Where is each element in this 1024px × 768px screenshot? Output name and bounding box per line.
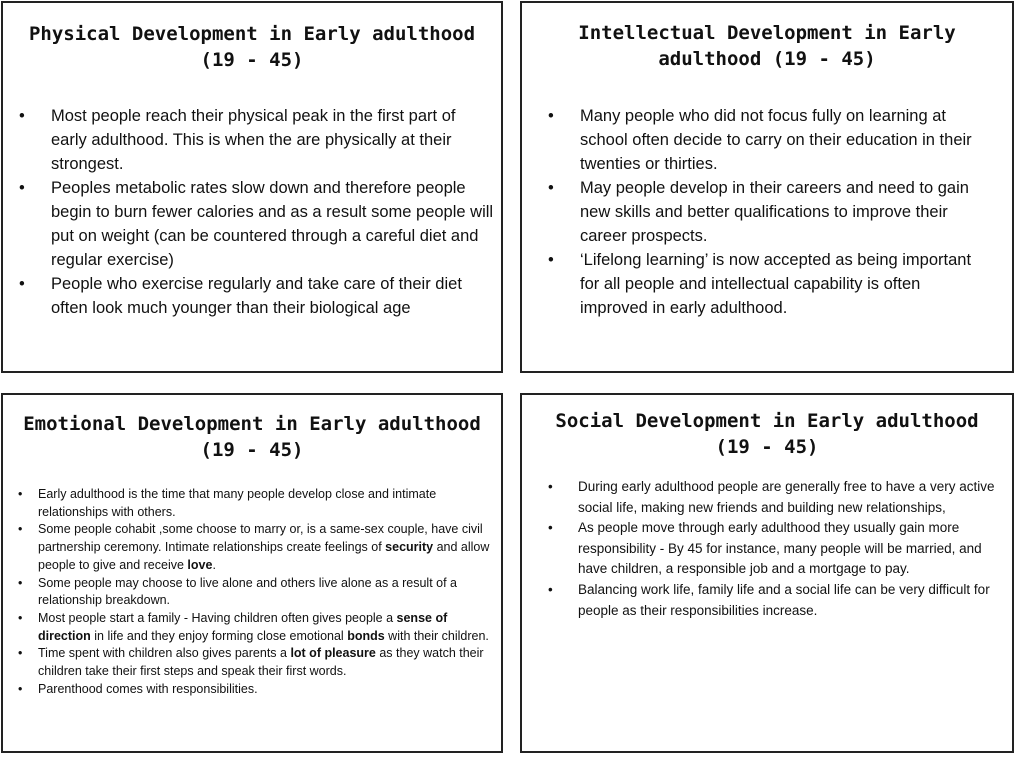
list-item: • Time spent with children also gives parents a lot of pleasure as they watch their children take their first steps and speak their first words.: [38, 645, 491, 680]
bullet-list: [578, 477, 998, 621]
emphasis-text: love: [187, 557, 213, 572]
card-title: Physical Development in Early adulthood (19 - 45): [28, 23, 476, 71]
intellectual-development-card: [520, 1, 1014, 373]
list-item: • Many people who did not focus fully on learning at school often decide to carry on their education in their twenties or thirties.: [580, 104, 992, 176]
list-item: • Peoples metabolic rates slow down and therefore people begin to burn fewer calories and as a result some people will put on weight (can be countered through a careful diet and regular exercise): [51, 176, 495, 272]
bullet-list: [38, 486, 491, 698]
list-item: • People who exercise regularly and take care of their diet often look much younger than their biological age: [51, 272, 495, 320]
bullet-list: [51, 104, 495, 320]
card-title: Emotional Development in Early adulthood (19 - 45): [23, 413, 481, 461]
list-item: • As people move through early adulthood they usually gain more responsibility - By 45 for instance, many people will be married, and have children, a responsible job and a mortgage to pay.: [578, 518, 998, 580]
emotional-development-card: [1, 393, 503, 753]
card-title: Social Development in Early adulthood (19 - 45): [555, 410, 979, 458]
emphasis-text: bonds: [347, 628, 385, 643]
list-item: • May people develop in their careers and need to gain new skills and better qualifications to improve their career prospects.: [580, 176, 992, 248]
social-development-card: [520, 393, 1014, 753]
emphasis-text: sense of direction: [38, 610, 448, 643]
bullet-list: [580, 104, 992, 320]
emphasis-text: security: [385, 540, 434, 555]
card-title: Intellectual Development in Early adulthood (19 - 45): [578, 22, 956, 70]
list-item: • Some people may choose to live alone and others live alone as a result of a relationship breakdown.: [38, 575, 491, 610]
physical-development-card: [1, 1, 503, 373]
list-item: • Early adulthood is the time that many people develop close and intimate relationships with others.: [38, 486, 491, 521]
list-item: • Balancing work life, family life and a social life can be very difficult for people as their responsibilities increase.: [578, 580, 998, 621]
emphasis-text: lot of pleasure: [290, 646, 376, 661]
list-item: • Parenthood comes with responsibilities.: [38, 681, 491, 699]
list-item: • Most people reach their physical peak in the first part of early adulthood. This is when the are physically at their strongest.: [51, 104, 495, 176]
list-item: • Some people cohabit ,some choose to marry or, is a same-sex couple, have civil partnership ceremony. Intimate relationships create feelings of security and allow people to give and receive love.: [38, 521, 491, 574]
list-item: • ‘Lifelong learning’ is now accepted as being important for all people and intellectual capability is often improved in early adulthood.: [580, 248, 992, 320]
list-item: • During early adulthood people are generally free to have a very active social life, making new friends and building new relationships,: [578, 477, 998, 518]
list-item: • Most people start a family - Having children often gives people a sense of direction in life and they enjoy forming close emotional bonds with their children.: [38, 610, 491, 645]
